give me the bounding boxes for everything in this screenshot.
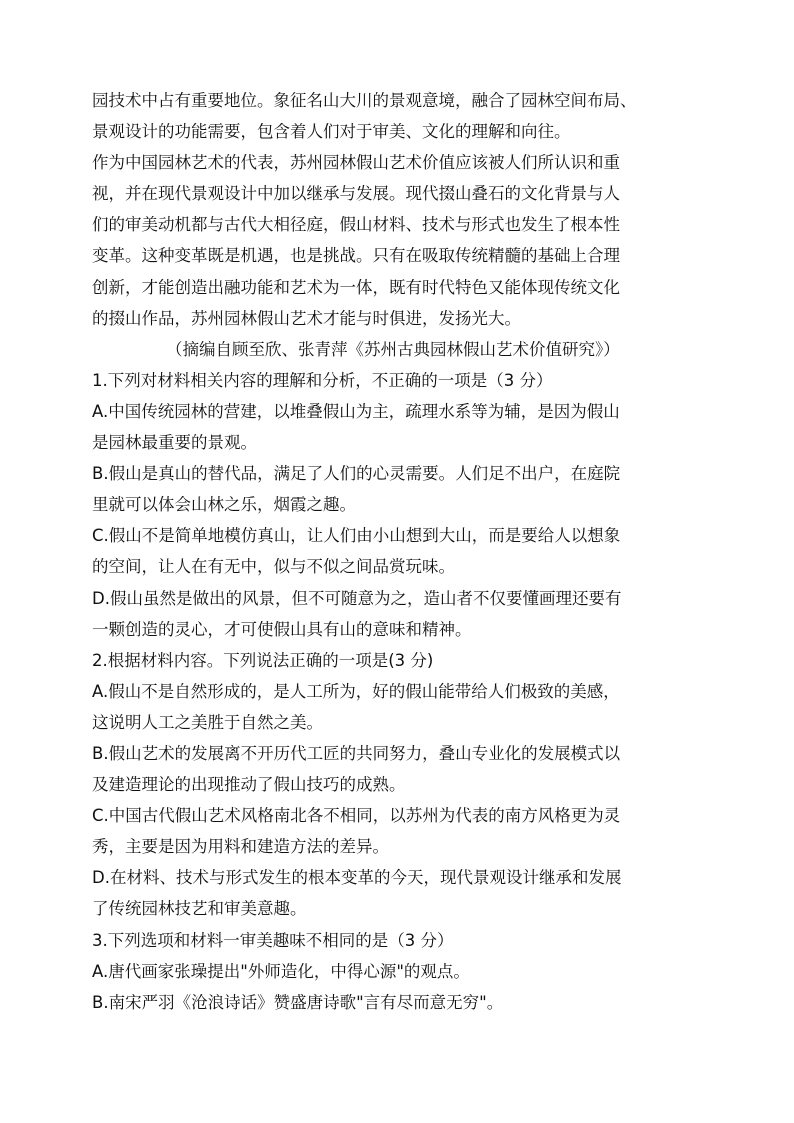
- text-line: 景观设计的功能需要，包含着人们对于审美、文化的理解和向往。: [92, 122, 571, 142]
- question-1-option-a: A.中国传统园林的营建，以堆叠假山为主，疏理水系等为辅，是因为假山: [92, 401, 620, 421]
- question-2-option-a-continued: 这说明人工之美胜于自然之美。: [92, 712, 323, 732]
- text-line: 视，并在现代景观设计中加以继承与发展。现代掇山叠石的文化背景与人: [92, 184, 620, 204]
- question-2-option-b-continued: 及建造理论的出现推动了假山技巧的成熟。: [92, 775, 406, 795]
- text-line: 园技术中占有重要地位。象征名山大川的景观意境，融合了园林空间布局、: [92, 91, 637, 110]
- source-citation: （摘编自顾至欣、张青萍《苏州古典园林假山艺术价值研究》）: [166, 339, 620, 359]
- question-2-option-b: B.假山艺术的发展离不开历代工匠的共同努力，叠山专业化的发展模式以: [92, 743, 621, 763]
- question-3-stem: 3.下列选项和材料一审美趣味不相同的是（3 分）: [92, 930, 454, 950]
- question-1-stem: 1.下列对材料相关内容的理解和分析，不正确的一项是（3 分）: [92, 370, 553, 390]
- text-line: 作为中国园林艺术的代表，苏州园林假山艺术价值应该被人们所认识和重: [92, 153, 620, 173]
- question-1-option-a-continued: 是园林最重要的景观。: [92, 433, 257, 453]
- question-2-option-c-continued: 秀，主要是因为用料和建造方法的差异。: [92, 837, 389, 857]
- question-2-option-d-continued: 了传统园林技艺和审美意趣。: [92, 899, 307, 919]
- question-1-option-c-continued: 的空间，让人在有无中，似与不似之间品赏玩味。: [92, 557, 455, 577]
- question-3-option-a: A.唐代画家张璪提出"外师造化，中得心源"的观点。: [92, 961, 470, 981]
- text-line: 变革。这种变革既是机遇，也是挑战。只有在吸取传统精髓的基础上合理: [92, 246, 620, 266]
- question-2-option-a: A.假山不是自然形成的，是人工所为，好的假山能带给人们极致的美感，: [92, 681, 620, 701]
- text-line: 的掇山作品，苏州园林假山艺术才能与时俱进，发扬光大。: [92, 308, 521, 328]
- question-2-option-d: D.在材料、技术与形式发生的根本变革的今天，现代景观设计继承和发展: [92, 868, 622, 888]
- question-1-option-d: D.假山虽然是做出的风景，但不可随意为之，造山者不仅要懂画理还要有: [92, 588, 622, 608]
- question-2-option-c: C.中国古代假山艺术风格南北各不相同，以苏州为代表的南方风格更为灵: [92, 806, 621, 826]
- question-2-stem: 2.根据材料内容。下列说法正确的一项是(3 分): [92, 650, 434, 670]
- text-line: 创新，才能创造出融功能和艺术为一体，既有时代特色又能体现传统文化: [92, 277, 620, 297]
- question-1-option-d-continued: 一颗创造的灵心，才可使假山具有山的意味和精神。: [92, 619, 472, 639]
- question-3-option-b: B.南宋严羽《沧浪诗话》赞盛唐诗歌"言有尽而意无穷"。: [92, 992, 504, 1012]
- question-1-option-b-continued: 里就可以体会山林之乐，烟霞之趣。: [92, 495, 356, 515]
- question-1-option-b: B.假山是真山的替代品，满足了人们的心灵需要。人们足不出户，在庭院: [92, 464, 621, 484]
- question-1-option-c: C.假山不是简单地模仿真山，让人们由小山想到大山，而是要给人以想象: [92, 526, 621, 546]
- text-line: 们的审美动机都与古代大相径庭，假山材料、技术与形式也发生了根本性: [92, 215, 620, 235]
- document-page: [92, 85, 704, 1018]
